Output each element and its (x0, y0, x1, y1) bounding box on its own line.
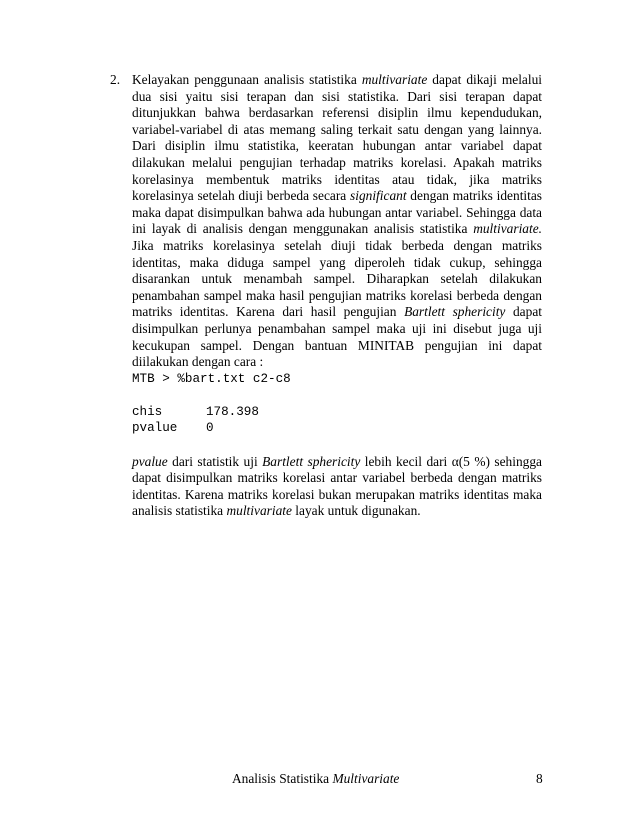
footer-title-plain: Analisis Statistika (232, 771, 333, 786)
footer-title-italic: Multivariate (332, 771, 400, 786)
output-label: chis (132, 404, 163, 419)
p1-text-1: Kelayakan penggunaan analisis statistika (132, 72, 362, 87)
p1-text-4: Jika matriks korelasinya setelah diuji tidak berbeda dengan matriks identitas, maka diduga sampel yang diperoleh tidak cukup, sehingga disarankan untuk menambah sampel. Diharapkan setelah dilakukan penambahan sampel maka hasil pengujian matriks korelasi berbeda dengan matriks identitas. Karena dari hasil pengujian (132, 237, 542, 320)
spacer (132, 387, 542, 404)
p2-text-3: layak untuk digunakan. (291, 503, 421, 519)
p1-italic-1: multivariate (361, 72, 428, 87)
minitab-command: MTB > %bart.txt c2-c8 (132, 371, 291, 386)
p2-italic-1: pvalue (132, 453, 168, 469)
p2-text-1: dari statistik uji (167, 453, 263, 469)
p1-italic-2: significant (350, 188, 407, 204)
output-row-pvalue (132, 420, 542, 437)
spacer (132, 437, 542, 454)
p1-text-3: dengan matriks identitas maka dapat disimpulkan bahwa ada hubungan antar variabel. Sehingga data ini layak di analisis dengan menggunakan analisis statistika (132, 188, 543, 237)
p1-text-2: dapat dikaji melalui dua sisi yaitu sisi terapan dan sisi statistika. Dari sisi terapan dapat ditunjukkan bahwa berdasarkan referensi disiplin ilmu kependudukan, variabel-variabel di atas memang saling terkait satu dengan yang lainnya. Dari disiplin ilmu statistika, keeratan hubungan antar variabel dapat dilakukan melalui pengujian terhadap matriks korelasi. Apakah matriks korelasinya membentuk matriks identitas atau tidak, jika matriks korelasinya setelah diuji berbeda secara (132, 72, 542, 204)
item-body (132, 72, 542, 520)
p2-italic-3: multivariate (226, 503, 292, 519)
item-number: 2. (110, 72, 121, 87)
paragraph-1 (132, 72, 542, 371)
paragraph-2 (132, 454, 542, 520)
output-row-chis (132, 404, 542, 421)
p1-italic-3: multivariate. (473, 221, 542, 237)
output-label: pvalue (132, 421, 178, 436)
p2-italic-2: Bartlett sphericity (262, 453, 361, 469)
p2-text-2: lebih kecil dari α(5 %) sehingga dapat disimpulkan matriks korelasi antar variabel berbeda dengan matriks identitas. Karena matriks korelasi bukan merupakan matriks identitas maka analisis statistika (132, 453, 542, 519)
p1-italic-4: Bartlett sphericity (404, 304, 506, 320)
output-value: 0 (206, 421, 214, 436)
p1-text-5: dapat disimpulkan perlunya penambahan sampel maka uji ini disebut juga uji kecukupan sampel. Dengan bantuan MINITAB pengujian ini dapat diilakukan dengan cara : (132, 304, 542, 370)
footer-title (232, 771, 399, 787)
output-value: 178.398 (206, 404, 259, 419)
page-number: 8 (536, 771, 543, 786)
